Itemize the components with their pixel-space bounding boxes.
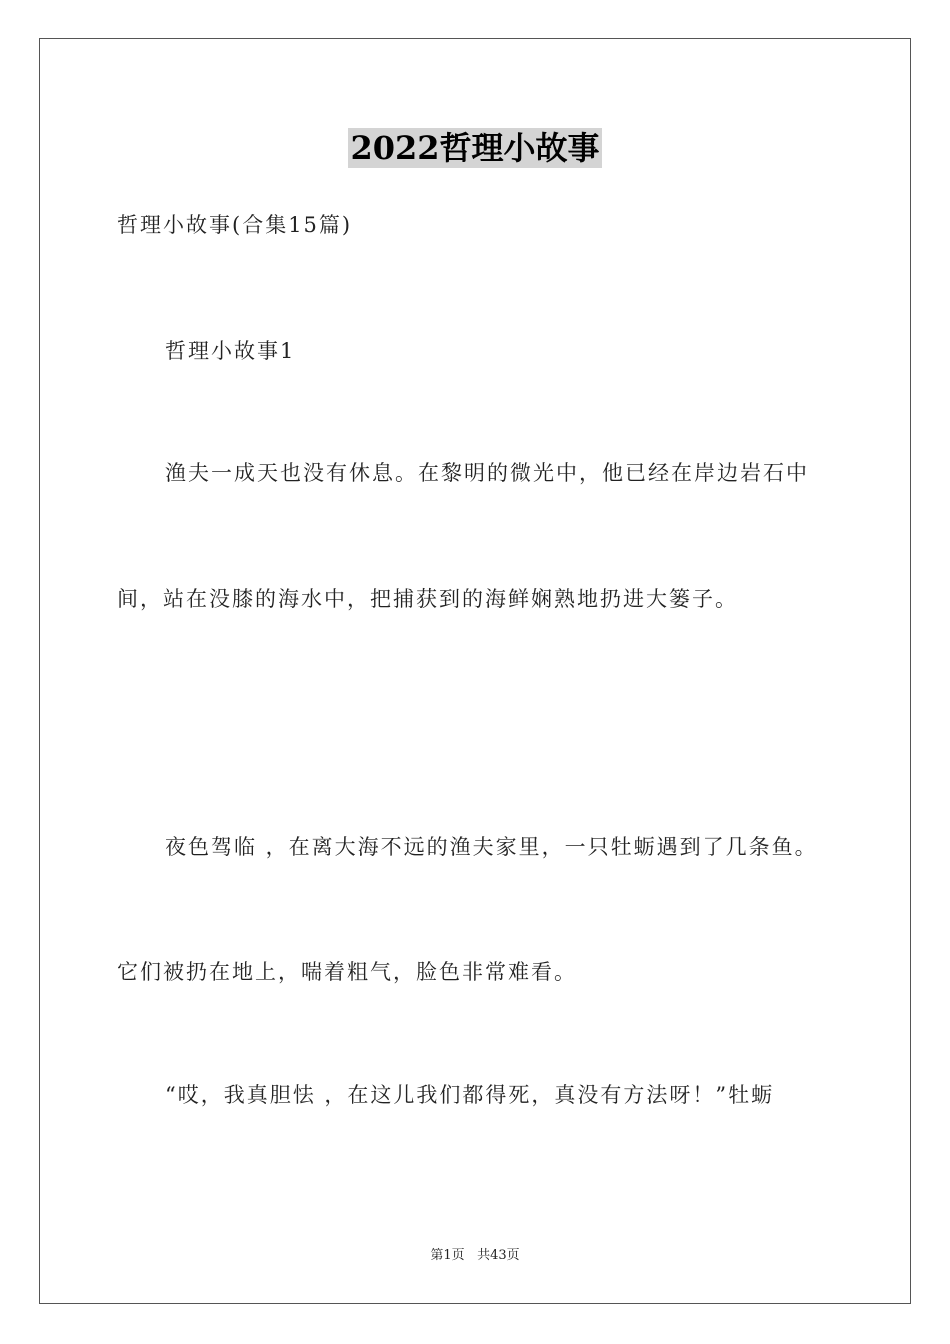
subtitle-line: 哲理小故事(合集15篇) xyxy=(117,213,353,237)
document-title: 2022哲理小故事 xyxy=(350,129,600,167)
paragraph-line: “哎，我真胆怯 ，在这儿我们都得死，真没有方法呀！”牡蛎 xyxy=(165,1083,775,1107)
paragraph-line: 渔夫一成天也没有休息。在黎明的微光中，他已经在岸边岩石中 xyxy=(165,461,809,485)
paragraph-line: 它们被扔在地上，喘着粗气，脸色非常难看。 xyxy=(117,960,577,984)
paragraph-line: 夜色驾临 ，在离大海不远的渔夫家里，一只牡蛎遇到了几条鱼。 xyxy=(165,835,818,859)
page-footer xyxy=(0,1247,950,1265)
paragraph-line: 间，站在没膝的海水中，把捕获到的海鲜娴熟地扔进大篓子。 xyxy=(117,587,738,611)
title-container xyxy=(0,128,950,168)
total-pages: 共43页 xyxy=(477,1248,520,1263)
page-number: 第1页 xyxy=(430,1248,465,1263)
section-heading: 哲理小故事1 xyxy=(165,339,296,363)
